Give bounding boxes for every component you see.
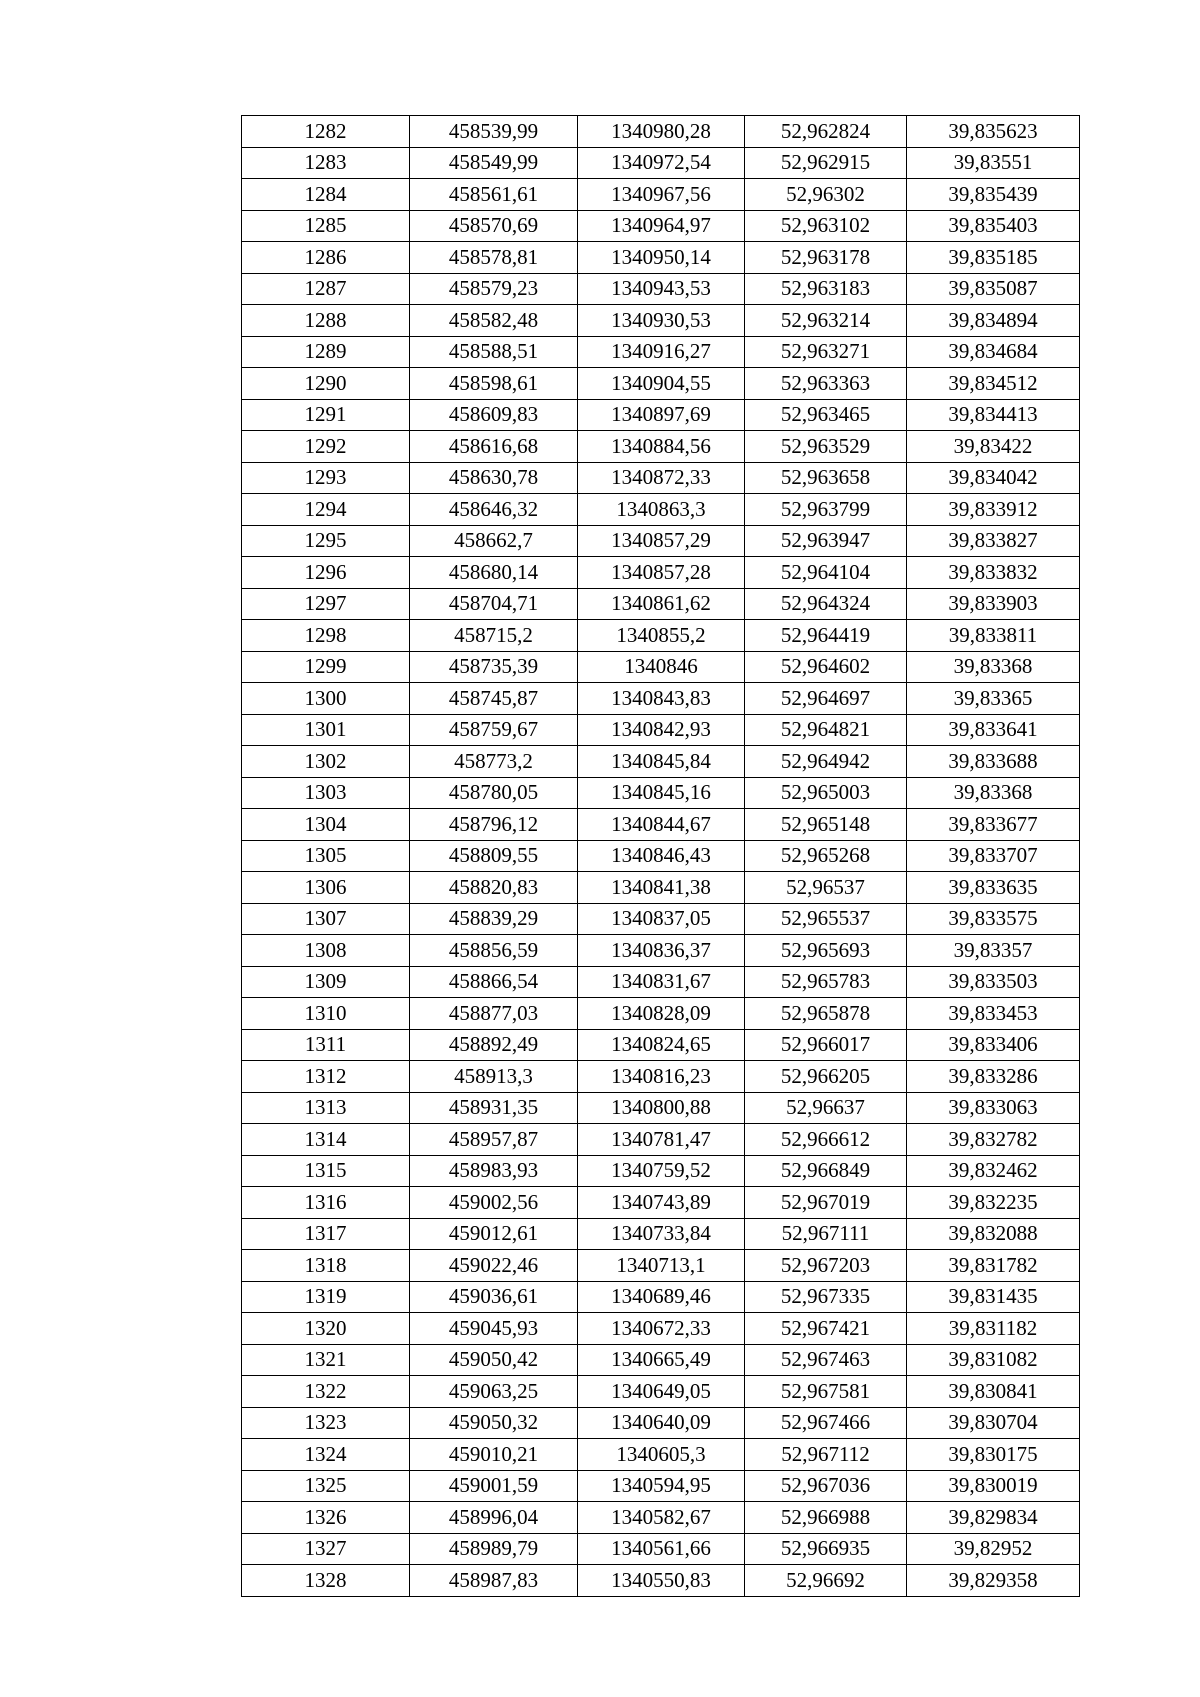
latitude-cell: 52,966017 — [745, 1029, 907, 1061]
point-number-cell: 1309 — [242, 966, 410, 998]
point-number-cell: 1293 — [242, 462, 410, 494]
x-coordinate-cell: 458809,55 — [410, 840, 578, 872]
y-coordinate-cell: 1340884,56 — [578, 431, 745, 463]
y-coordinate-cell: 1340816,23 — [578, 1061, 745, 1093]
point-number-cell: 1328 — [242, 1565, 410, 1597]
latitude-cell: 52,964942 — [745, 746, 907, 778]
latitude-cell: 52,965783 — [745, 966, 907, 998]
y-coordinate-cell: 1340781,47 — [578, 1124, 745, 1156]
x-coordinate-cell: 459001,59 — [410, 1470, 578, 1502]
longitude-cell: 39,832088 — [907, 1218, 1080, 1250]
table-row — [242, 777, 1080, 809]
point-number-cell: 1320 — [242, 1313, 410, 1345]
latitude-cell: 52,963102 — [745, 210, 907, 242]
x-coordinate-cell: 459050,42 — [410, 1344, 578, 1376]
y-coordinate-cell: 1340861,62 — [578, 588, 745, 620]
table-row — [242, 620, 1080, 652]
y-coordinate-cell: 1340843,83 — [578, 683, 745, 715]
latitude-cell: 52,964697 — [745, 683, 907, 715]
x-coordinate-cell: 458646,32 — [410, 494, 578, 526]
longitude-cell: 39,832235 — [907, 1187, 1080, 1219]
longitude-cell: 39,835403 — [907, 210, 1080, 242]
point-number-cell: 1284 — [242, 179, 410, 211]
x-coordinate-cell: 458680,14 — [410, 557, 578, 589]
longitude-cell: 39,833575 — [907, 903, 1080, 935]
x-coordinate-cell: 458820,83 — [410, 872, 578, 904]
table-row — [242, 1502, 1080, 1534]
latitude-cell: 52,964821 — [745, 714, 907, 746]
longitude-cell: 39,83422 — [907, 431, 1080, 463]
table-row — [242, 809, 1080, 841]
point-number-cell: 1283 — [242, 147, 410, 179]
longitude-cell: 39,833453 — [907, 998, 1080, 1030]
longitude-cell: 39,833707 — [907, 840, 1080, 872]
table-row — [242, 210, 1080, 242]
coordinates-table-body — [242, 116, 1080, 1597]
x-coordinate-cell: 458579,23 — [410, 273, 578, 305]
longitude-cell: 39,831435 — [907, 1281, 1080, 1313]
latitude-cell: 52,967036 — [745, 1470, 907, 1502]
latitude-cell: 52,963799 — [745, 494, 907, 526]
longitude-cell: 39,833406 — [907, 1029, 1080, 1061]
point-number-cell: 1299 — [242, 651, 410, 683]
x-coordinate-cell: 458578,81 — [410, 242, 578, 274]
table-row — [242, 525, 1080, 557]
table-row — [242, 872, 1080, 904]
latitude-cell: 52,967581 — [745, 1376, 907, 1408]
latitude-cell: 52,966612 — [745, 1124, 907, 1156]
x-coordinate-cell: 458856,59 — [410, 935, 578, 967]
longitude-cell: 39,833503 — [907, 966, 1080, 998]
longitude-cell: 39,833677 — [907, 809, 1080, 841]
x-coordinate-cell: 459063,25 — [410, 1376, 578, 1408]
x-coordinate-cell: 459022,46 — [410, 1250, 578, 1282]
longitude-cell: 39,835185 — [907, 242, 1080, 274]
point-number-cell: 1314 — [242, 1124, 410, 1156]
x-coordinate-cell: 458630,78 — [410, 462, 578, 494]
point-number-cell: 1282 — [242, 116, 410, 148]
y-coordinate-cell: 1340640,09 — [578, 1407, 745, 1439]
x-coordinate-cell: 459010,21 — [410, 1439, 578, 1471]
point-number-cell: 1311 — [242, 1029, 410, 1061]
latitude-cell: 52,965003 — [745, 777, 907, 809]
y-coordinate-cell: 1340855,2 — [578, 620, 745, 652]
latitude-cell: 52,965878 — [745, 998, 907, 1030]
y-coordinate-cell: 1340649,05 — [578, 1376, 745, 1408]
point-number-cell: 1301 — [242, 714, 410, 746]
latitude-cell: 52,965537 — [745, 903, 907, 935]
point-number-cell: 1313 — [242, 1092, 410, 1124]
y-coordinate-cell: 1340800,88 — [578, 1092, 745, 1124]
table-row — [242, 1313, 1080, 1345]
x-coordinate-cell: 458715,2 — [410, 620, 578, 652]
y-coordinate-cell: 1340837,05 — [578, 903, 745, 935]
table-row — [242, 242, 1080, 274]
y-coordinate-cell: 1340964,97 — [578, 210, 745, 242]
point-number-cell: 1288 — [242, 305, 410, 337]
latitude-cell: 52,966205 — [745, 1061, 907, 1093]
point-number-cell: 1294 — [242, 494, 410, 526]
x-coordinate-cell: 459002,56 — [410, 1187, 578, 1219]
longitude-cell: 39,835439 — [907, 179, 1080, 211]
longitude-cell: 39,831082 — [907, 1344, 1080, 1376]
latitude-cell: 52,967112 — [745, 1439, 907, 1471]
longitude-cell: 39,833641 — [907, 714, 1080, 746]
longitude-cell: 39,834042 — [907, 462, 1080, 494]
x-coordinate-cell: 458561,61 — [410, 179, 578, 211]
table-row — [242, 1029, 1080, 1061]
table-row — [242, 494, 1080, 526]
latitude-cell: 52,963658 — [745, 462, 907, 494]
longitude-cell: 39,832462 — [907, 1155, 1080, 1187]
point-number-cell: 1322 — [242, 1376, 410, 1408]
table-row — [242, 305, 1080, 337]
y-coordinate-cell: 1340967,56 — [578, 179, 745, 211]
point-number-cell: 1307 — [242, 903, 410, 935]
point-number-cell: 1321 — [242, 1344, 410, 1376]
table-row — [242, 1250, 1080, 1282]
point-number-cell: 1310 — [242, 998, 410, 1030]
y-coordinate-cell: 1340845,16 — [578, 777, 745, 809]
longitude-cell: 39,831182 — [907, 1313, 1080, 1345]
y-coordinate-cell: 1340916,27 — [578, 336, 745, 368]
point-number-cell: 1304 — [242, 809, 410, 841]
longitude-cell: 39,835623 — [907, 116, 1080, 148]
latitude-cell: 52,96637 — [745, 1092, 907, 1124]
longitude-cell: 39,833688 — [907, 746, 1080, 778]
latitude-cell: 52,963947 — [745, 525, 907, 557]
y-coordinate-cell: 1340845,84 — [578, 746, 745, 778]
table-row — [242, 1533, 1080, 1565]
y-coordinate-cell: 1340605,3 — [578, 1439, 745, 1471]
y-coordinate-cell: 1340582,67 — [578, 1502, 745, 1534]
table-row — [242, 179, 1080, 211]
x-coordinate-cell: 458989,79 — [410, 1533, 578, 1565]
point-number-cell: 1303 — [242, 777, 410, 809]
point-number-cell: 1286 — [242, 242, 410, 274]
point-number-cell: 1318 — [242, 1250, 410, 1282]
point-number-cell: 1323 — [242, 1407, 410, 1439]
latitude-cell: 52,962915 — [745, 147, 907, 179]
x-coordinate-cell: 458582,48 — [410, 305, 578, 337]
y-coordinate-cell: 1340594,95 — [578, 1470, 745, 1502]
longitude-cell: 39,82952 — [907, 1533, 1080, 1565]
y-coordinate-cell: 1340842,93 — [578, 714, 745, 746]
table-row — [242, 1187, 1080, 1219]
x-coordinate-cell: 458570,69 — [410, 210, 578, 242]
longitude-cell: 39,83551 — [907, 147, 1080, 179]
table-row — [242, 147, 1080, 179]
coordinates-table — [241, 115, 1080, 1597]
table-row — [242, 1344, 1080, 1376]
y-coordinate-cell: 1340950,14 — [578, 242, 745, 274]
longitude-cell: 39,834894 — [907, 305, 1080, 337]
y-coordinate-cell: 1340828,09 — [578, 998, 745, 1030]
y-coordinate-cell: 1340836,37 — [578, 935, 745, 967]
point-number-cell: 1327 — [242, 1533, 410, 1565]
table-row — [242, 1565, 1080, 1597]
y-coordinate-cell: 1340872,33 — [578, 462, 745, 494]
y-coordinate-cell: 1340713,1 — [578, 1250, 745, 1282]
table-row — [242, 746, 1080, 778]
longitude-cell: 39,83357 — [907, 935, 1080, 967]
table-row — [242, 1470, 1080, 1502]
x-coordinate-cell: 459050,32 — [410, 1407, 578, 1439]
latitude-cell: 52,963363 — [745, 368, 907, 400]
y-coordinate-cell: 1340841,38 — [578, 872, 745, 904]
longitude-cell: 39,833063 — [907, 1092, 1080, 1124]
latitude-cell: 52,963271 — [745, 336, 907, 368]
latitude-cell: 52,967111 — [745, 1218, 907, 1250]
x-coordinate-cell: 459012,61 — [410, 1218, 578, 1250]
table-row — [242, 651, 1080, 683]
longitude-cell: 39,83365 — [907, 683, 1080, 715]
x-coordinate-cell: 458957,87 — [410, 1124, 578, 1156]
y-coordinate-cell: 1340824,65 — [578, 1029, 745, 1061]
x-coordinate-cell: 458866,54 — [410, 966, 578, 998]
table-row — [242, 998, 1080, 1030]
point-number-cell: 1289 — [242, 336, 410, 368]
y-coordinate-cell: 1340897,69 — [578, 399, 745, 431]
table-row — [242, 935, 1080, 967]
y-coordinate-cell: 1340972,54 — [578, 147, 745, 179]
x-coordinate-cell: 458735,39 — [410, 651, 578, 683]
y-coordinate-cell: 1340550,83 — [578, 1565, 745, 1597]
y-coordinate-cell: 1340733,84 — [578, 1218, 745, 1250]
point-number-cell: 1300 — [242, 683, 410, 715]
latitude-cell: 52,964602 — [745, 651, 907, 683]
latitude-cell: 52,96302 — [745, 179, 907, 211]
latitude-cell: 52,964419 — [745, 620, 907, 652]
table-row — [242, 462, 1080, 494]
x-coordinate-cell: 458983,93 — [410, 1155, 578, 1187]
point-number-cell: 1298 — [242, 620, 410, 652]
point-number-cell: 1316 — [242, 1187, 410, 1219]
latitude-cell: 52,963465 — [745, 399, 907, 431]
longitude-cell: 39,835087 — [907, 273, 1080, 305]
table-row — [242, 368, 1080, 400]
y-coordinate-cell: 1340672,33 — [578, 1313, 745, 1345]
longitude-cell: 39,829358 — [907, 1565, 1080, 1597]
x-coordinate-cell: 458780,05 — [410, 777, 578, 809]
table-row — [242, 557, 1080, 589]
x-coordinate-cell: 458745,87 — [410, 683, 578, 715]
latitude-cell: 52,96692 — [745, 1565, 907, 1597]
point-number-cell: 1317 — [242, 1218, 410, 1250]
table-row — [242, 840, 1080, 872]
latitude-cell: 52,967203 — [745, 1250, 907, 1282]
x-coordinate-cell: 459036,61 — [410, 1281, 578, 1313]
table-row — [242, 1218, 1080, 1250]
latitude-cell: 52,963178 — [745, 242, 907, 274]
point-number-cell: 1296 — [242, 557, 410, 589]
point-number-cell: 1290 — [242, 368, 410, 400]
latitude-cell: 52,967463 — [745, 1344, 907, 1376]
latitude-cell: 52,963214 — [745, 305, 907, 337]
point-number-cell: 1306 — [242, 872, 410, 904]
table-row — [242, 1407, 1080, 1439]
longitude-cell: 39,833903 — [907, 588, 1080, 620]
y-coordinate-cell: 1340561,66 — [578, 1533, 745, 1565]
x-coordinate-cell: 458987,83 — [410, 1565, 578, 1597]
point-number-cell: 1292 — [242, 431, 410, 463]
x-coordinate-cell: 458549,99 — [410, 147, 578, 179]
latitude-cell: 52,963529 — [745, 431, 907, 463]
longitude-cell: 39,834684 — [907, 336, 1080, 368]
x-coordinate-cell: 458616,68 — [410, 431, 578, 463]
longitude-cell: 39,83368 — [907, 651, 1080, 683]
point-number-cell: 1325 — [242, 1470, 410, 1502]
x-coordinate-cell: 458877,03 — [410, 998, 578, 1030]
x-coordinate-cell: 458588,51 — [410, 336, 578, 368]
longitude-cell: 39,833832 — [907, 557, 1080, 589]
table-row — [242, 588, 1080, 620]
longitude-cell: 39,833827 — [907, 525, 1080, 557]
point-number-cell: 1302 — [242, 746, 410, 778]
table-row — [242, 273, 1080, 305]
longitude-cell: 39,831782 — [907, 1250, 1080, 1282]
x-coordinate-cell: 459045,93 — [410, 1313, 578, 1345]
y-coordinate-cell: 1340846 — [578, 651, 745, 683]
y-coordinate-cell: 1340943,53 — [578, 273, 745, 305]
latitude-cell: 52,964104 — [745, 557, 907, 589]
longitude-cell: 39,830704 — [907, 1407, 1080, 1439]
table-row — [242, 903, 1080, 935]
latitude-cell: 52,965148 — [745, 809, 907, 841]
longitude-cell: 39,833811 — [907, 620, 1080, 652]
y-coordinate-cell: 1340857,29 — [578, 525, 745, 557]
longitude-cell: 39,834512 — [907, 368, 1080, 400]
table-row — [242, 1061, 1080, 1093]
table-row — [242, 1155, 1080, 1187]
table-row — [242, 399, 1080, 431]
point-number-cell: 1308 — [242, 935, 410, 967]
y-coordinate-cell: 1340980,28 — [578, 116, 745, 148]
y-coordinate-cell: 1340930,53 — [578, 305, 745, 337]
latitude-cell: 52,963183 — [745, 273, 907, 305]
latitude-cell: 52,96537 — [745, 872, 907, 904]
y-coordinate-cell: 1340857,28 — [578, 557, 745, 589]
latitude-cell: 52,966935 — [745, 1533, 907, 1565]
table-row — [242, 1281, 1080, 1313]
x-coordinate-cell: 458539,99 — [410, 116, 578, 148]
point-number-cell: 1297 — [242, 588, 410, 620]
latitude-cell: 52,967019 — [745, 1187, 907, 1219]
table-row — [242, 336, 1080, 368]
longitude-cell: 39,834413 — [907, 399, 1080, 431]
y-coordinate-cell: 1340844,67 — [578, 809, 745, 841]
x-coordinate-cell: 458913,3 — [410, 1061, 578, 1093]
point-number-cell: 1324 — [242, 1439, 410, 1471]
point-number-cell: 1315 — [242, 1155, 410, 1187]
table-row — [242, 1092, 1080, 1124]
x-coordinate-cell: 458704,71 — [410, 588, 578, 620]
x-coordinate-cell: 458931,35 — [410, 1092, 578, 1124]
latitude-cell: 52,965693 — [745, 935, 907, 967]
longitude-cell: 39,83368 — [907, 777, 1080, 809]
table-row — [242, 683, 1080, 715]
longitude-cell: 39,832782 — [907, 1124, 1080, 1156]
longitude-cell: 39,830841 — [907, 1376, 1080, 1408]
table-row — [242, 714, 1080, 746]
longitude-cell: 39,833635 — [907, 872, 1080, 904]
x-coordinate-cell: 458796,12 — [410, 809, 578, 841]
x-coordinate-cell: 458759,67 — [410, 714, 578, 746]
y-coordinate-cell: 1340743,89 — [578, 1187, 745, 1219]
x-coordinate-cell: 458609,83 — [410, 399, 578, 431]
latitude-cell: 52,965268 — [745, 840, 907, 872]
latitude-cell: 52,967466 — [745, 1407, 907, 1439]
table-row — [242, 1376, 1080, 1408]
y-coordinate-cell: 1340863,3 — [578, 494, 745, 526]
table-row — [242, 966, 1080, 998]
y-coordinate-cell: 1340665,49 — [578, 1344, 745, 1376]
latitude-cell: 52,966988 — [745, 1502, 907, 1534]
longitude-cell: 39,833912 — [907, 494, 1080, 526]
point-number-cell: 1285 — [242, 210, 410, 242]
longitude-cell: 39,829834 — [907, 1502, 1080, 1534]
point-number-cell: 1295 — [242, 525, 410, 557]
table-row — [242, 116, 1080, 148]
x-coordinate-cell: 458892,49 — [410, 1029, 578, 1061]
latitude-cell: 52,964324 — [745, 588, 907, 620]
longitude-cell: 39,830175 — [907, 1439, 1080, 1471]
point-number-cell: 1326 — [242, 1502, 410, 1534]
latitude-cell: 52,967335 — [745, 1281, 907, 1313]
y-coordinate-cell: 1340689,46 — [578, 1281, 745, 1313]
table-row — [242, 431, 1080, 463]
table-row — [242, 1439, 1080, 1471]
table-row — [242, 1124, 1080, 1156]
x-coordinate-cell: 458996,04 — [410, 1502, 578, 1534]
point-number-cell: 1287 — [242, 273, 410, 305]
longitude-cell: 39,833286 — [907, 1061, 1080, 1093]
y-coordinate-cell: 1340759,52 — [578, 1155, 745, 1187]
point-number-cell: 1312 — [242, 1061, 410, 1093]
x-coordinate-cell: 458598,61 — [410, 368, 578, 400]
latitude-cell: 52,967421 — [745, 1313, 907, 1345]
x-coordinate-cell: 458662,7 — [410, 525, 578, 557]
y-coordinate-cell: 1340831,67 — [578, 966, 745, 998]
y-coordinate-cell: 1340846,43 — [578, 840, 745, 872]
point-number-cell: 1305 — [242, 840, 410, 872]
point-number-cell: 1319 — [242, 1281, 410, 1313]
latitude-cell: 52,966849 — [745, 1155, 907, 1187]
latitude-cell: 52,962824 — [745, 116, 907, 148]
point-number-cell: 1291 — [242, 399, 410, 431]
x-coordinate-cell: 458839,29 — [410, 903, 578, 935]
x-coordinate-cell: 458773,2 — [410, 746, 578, 778]
y-coordinate-cell: 1340904,55 — [578, 368, 745, 400]
longitude-cell: 39,830019 — [907, 1470, 1080, 1502]
